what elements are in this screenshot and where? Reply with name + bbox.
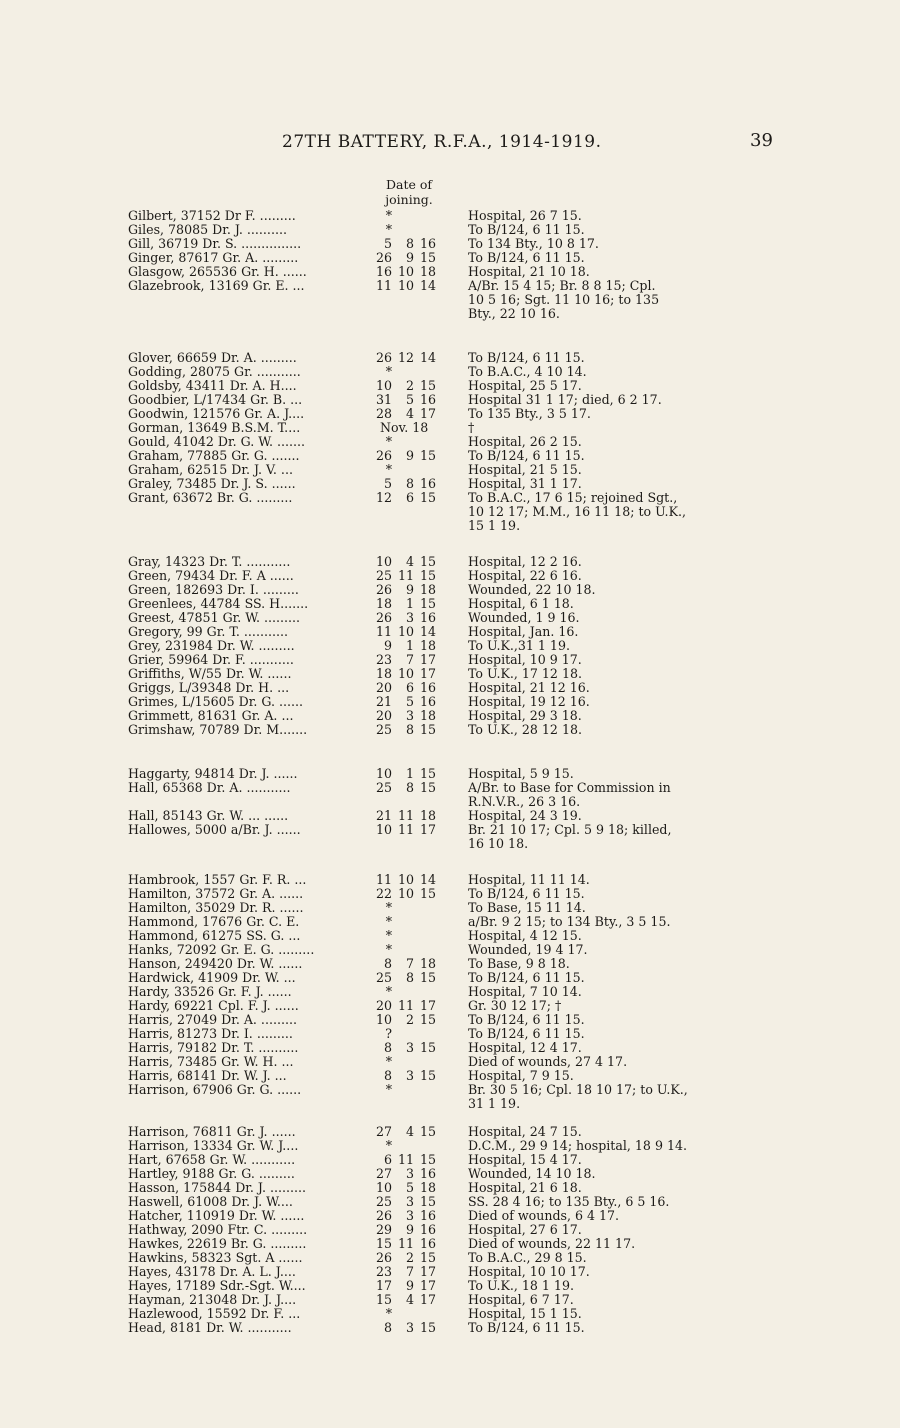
soldier-name: Haggarty, 94814 Dr. J. ......	[128, 767, 298, 781]
roll-entry	[128, 237, 788, 251]
roll-entry	[128, 1181, 788, 1195]
group-separator	[128, 737, 788, 767]
service-remark: Hospital, 11 11 14.	[468, 872, 590, 887]
soldier-name: Gray, 14323 Dr. T. ...........	[128, 555, 291, 569]
date-of-joining: *	[385, 1138, 392, 1153]
roll-entry	[128, 709, 788, 723]
soldier-name: Hambrook, 1557 Gr. F. R. ...	[128, 873, 307, 887]
service-remark: To U.K., 17 12 18.	[468, 666, 582, 681]
date-of-joining: 10 2 15	[375, 1012, 436, 1027]
date-of-joining: 25 8 15	[375, 970, 436, 985]
roll-entry	[128, 1167, 788, 1181]
group-separator	[128, 533, 788, 555]
service-remark: To B/124, 6 11 15.	[468, 1320, 585, 1335]
soldier-name: Greest, 47851 Gr. W. .........	[128, 611, 301, 625]
soldier-name: Grant, 63672 Br. G. .........	[128, 491, 293, 505]
date-of-joining: 10 11 17	[375, 822, 436, 837]
roll-entry	[128, 999, 788, 1013]
roll-entry	[128, 1013, 788, 1027]
roll-entry	[128, 1223, 788, 1237]
service-remark: To B/124, 6 11 15.	[468, 222, 585, 237]
roll-entry	[128, 279, 788, 321]
roll-entry	[128, 781, 788, 809]
service-remark: To U.K.,31 1 19.	[468, 638, 570, 653]
date-of-joining: 26 9 18	[375, 582, 436, 597]
date-of-joining: 8 7 18	[383, 956, 436, 971]
soldier-name: Harris, 73485 Gr. W. H. ...	[128, 1055, 294, 1069]
soldier-name: Giles, 78085 Dr. J. ..........	[128, 223, 287, 237]
date-of-joining: 5 8 16	[383, 476, 436, 491]
date-of-joining: 16 10 18	[375, 264, 436, 279]
soldier-name: Graham, 62515 Dr. J. V. ...	[128, 463, 293, 477]
date-of-joining: 10 5 18	[375, 1180, 436, 1195]
roll-entry	[128, 223, 788, 237]
service-remark: To B/124, 6 11 15.	[468, 350, 585, 365]
roll-entry	[128, 1069, 788, 1083]
group-separator	[128, 321, 788, 351]
group-separator	[128, 1111, 788, 1125]
date-of-joining: 18 1 15	[375, 596, 436, 611]
roll-entry	[128, 265, 788, 279]
soldier-name: Graley, 73485 Dr. J. S. ......	[128, 477, 296, 491]
soldier-name: Hallowes, 5000 a/Br. J. ......	[128, 823, 301, 837]
date-of-joining: 26 12 14	[375, 350, 436, 365]
date-of-joining: 25 8 15	[375, 780, 436, 795]
soldier-name: Grier, 59964 Dr. F. ...........	[128, 653, 294, 667]
soldier-name: Gregory, 99 Gr. T. ...........	[128, 625, 288, 639]
roll-entry	[128, 723, 788, 737]
soldier-name: Gould, 41042 Dr. G. W. .......	[128, 435, 306, 449]
date-of-joining: 26 3 16	[375, 610, 436, 625]
roll-entry	[128, 569, 788, 583]
roll-entry	[128, 1307, 788, 1321]
roll-entry	[128, 449, 788, 463]
date-of-joining: 29 9 16	[375, 1222, 436, 1237]
service-remark: Hospital, 15 4 17.	[468, 1152, 582, 1167]
date-of-joining: 20 3 18	[375, 708, 436, 723]
soldier-name: Green, 79434 Dr. F. A ......	[128, 569, 294, 583]
soldier-name: Glazebrook, 13169 Gr. E. ...	[128, 279, 305, 293]
soldier-name: Goldsby, 43411 Dr. A. H....	[128, 379, 297, 393]
roll-entry	[128, 1055, 788, 1069]
soldier-name: Hasson, 175844 Dr. J. .........	[128, 1181, 307, 1195]
soldier-name: Harris, 27049 Dr. A. .........	[128, 1013, 297, 1027]
roll-entry	[128, 873, 788, 887]
roll-entry	[128, 1153, 788, 1167]
date-of-joining: 21 5 16	[375, 694, 436, 709]
soldier-name: Hartley, 9188 Gr. G. .........	[128, 1167, 295, 1181]
soldier-name: Green, 182693 Dr. I. .........	[128, 583, 299, 597]
soldier-name: Grey, 231984 Dr. W. .........	[128, 639, 295, 653]
service-remark: Hospital, 31 1 17.	[468, 476, 582, 491]
service-remark: Gr. 30 12 17; †	[468, 998, 562, 1013]
service-remark: To U.K., 28 12 18.	[468, 722, 582, 737]
roll-entry	[128, 929, 788, 943]
date-of-joining: 10 1 15	[375, 766, 436, 781]
roll-entry	[128, 379, 788, 393]
roll-entry	[128, 351, 788, 365]
roll-entry	[128, 667, 788, 681]
soldier-name: Hamilton, 37572 Gr. A. ......	[128, 887, 304, 901]
service-remark: To B/124, 6 11 15.	[468, 1026, 585, 1041]
date-of-joining: 20 6 16	[375, 680, 436, 695]
roll-entry	[128, 1209, 788, 1223]
roll-entry	[128, 1083, 788, 1111]
date-of-joining: 11 10 14	[375, 872, 436, 887]
roll-entry	[128, 625, 788, 639]
date-of-joining: 5 8 16	[383, 236, 436, 251]
service-remark: Hospital, 29 3 18.	[468, 708, 582, 723]
roll-entry	[128, 1139, 788, 1153]
date-of-joining: 25 11 15	[375, 568, 436, 583]
date-of-joining: 12 6 15	[375, 490, 436, 505]
service-remark: Wounded, 1 9 16.	[468, 610, 580, 625]
soldier-name: Hart, 67658 Gr. W. ...........	[128, 1153, 296, 1167]
date-of-joining: 8 3 15	[383, 1068, 436, 1083]
soldier-name: Hayman, 213048 Dr. J. J....	[128, 1293, 297, 1307]
roll-entry	[128, 421, 788, 435]
soldier-name: Griggs, L/39348 Dr. H. ...	[128, 681, 290, 695]
date-of-joining: *	[385, 434, 392, 449]
service-remark: Hospital, 5 9 15.	[468, 766, 574, 781]
roll-entry	[128, 1293, 788, 1307]
roll-entry	[128, 971, 788, 985]
service-remark: Hospital, 21 12 16.	[468, 680, 590, 695]
roll-entry	[128, 1265, 788, 1279]
date-of-joining: 8 3 15	[383, 1320, 436, 1335]
service-remark: Hospital, 10 9 17.	[468, 652, 582, 667]
date-of-joining: *	[385, 984, 392, 999]
roll-entry	[128, 1251, 788, 1265]
service-remark: Hospital, 27 6 17.	[468, 1222, 582, 1237]
service-remark: To B/124, 6 11 15.	[468, 1012, 585, 1027]
soldier-name: Graham, 77885 Gr. G. .......	[128, 449, 300, 463]
service-remark: To B.A.C., 4 10 14.	[468, 364, 587, 379]
date-of-joining: 27 3 16	[375, 1166, 436, 1181]
group-separator	[128, 851, 788, 873]
service-remark: Hospital, 24 3 19.	[468, 808, 582, 823]
service-remark: To B.A.C., 29 8 15.	[468, 1250, 587, 1265]
service-remark: SS. 28 4 16; to 135 Bty., 6 5 16.	[468, 1194, 670, 1209]
service-remark: Died of wounds, 6 4 17.	[468, 1208, 620, 1223]
soldier-name: Hanson, 249420 Dr. W. ......	[128, 957, 303, 971]
roll-entry	[128, 365, 788, 379]
soldier-name: Head, 8181 Dr. W. ...........	[128, 1321, 292, 1335]
date-of-joining: *	[385, 1054, 392, 1069]
date-of-joining: *	[385, 942, 392, 957]
roll-entry	[128, 209, 788, 223]
date-of-joining: *	[385, 900, 392, 915]
date-of-joining: 18 10 17	[375, 666, 436, 681]
soldier-name: Greenlees, 44784 SS. H.......	[128, 597, 309, 611]
roll-entry	[128, 583, 788, 597]
date-of-joining: 26 2 15	[375, 1250, 436, 1265]
service-remark: Hospital 31 1 17; died, 6 2 17.	[468, 392, 662, 407]
soldier-name: Glasgow, 265536 Gr. H. ......	[128, 265, 307, 279]
roll-entry	[128, 555, 788, 569]
date-of-joining: *	[385, 222, 392, 237]
soldier-name: Goodwin, 121576 Gr. A. J....	[128, 407, 305, 421]
service-remark: Hospital, 15 1 15.	[468, 1306, 582, 1321]
soldier-name: Grimshaw, 70789 Dr. M.......	[128, 723, 308, 737]
roll-entry	[128, 1321, 788, 1335]
date-of-joining: 26 9 15	[375, 250, 436, 265]
date-of-joining: *	[385, 462, 392, 477]
date-of-joining: 25 3 15	[375, 1194, 436, 1209]
date-column-heading-line1: Date of	[385, 177, 433, 192]
service-remark: Hospital, 6 7 17.	[468, 1292, 574, 1307]
date-of-joining: *	[385, 1082, 392, 1097]
soldier-name: Hardy, 69221 Cpl. F. J. ......	[128, 999, 299, 1013]
date-of-joining: 21 11 18	[375, 808, 436, 823]
date-of-joining: 31 5 16	[375, 392, 436, 407]
page-number: 39	[750, 130, 773, 151]
service-remark: Hospital, 6 1 18.	[468, 596, 574, 611]
soldier-name: Hanks, 72092 Gr. E. G. .........	[128, 943, 315, 957]
service-remark: Hospital, 21 10 18.	[468, 264, 590, 279]
roll-entry	[128, 1027, 788, 1041]
date-of-joining: 23 7 17	[375, 1264, 436, 1279]
roll-entry	[128, 985, 788, 999]
soldier-name: Hayes, 43178 Dr. A. L. J....	[128, 1265, 296, 1279]
service-remark: Died of wounds, 27 4 17.	[468, 1054, 628, 1069]
soldier-name: Grimes, L/15605 Dr. G. ......	[128, 695, 304, 709]
roll-entry	[128, 597, 788, 611]
roll-entry	[128, 1237, 788, 1251]
soldier-name: Hayes, 17189 Sdr.-Sgt. W....	[128, 1279, 306, 1293]
date-of-joining: 8 3 15	[383, 1040, 436, 1055]
soldier-name: Harris, 81273 Dr. I. .........	[128, 1027, 293, 1041]
service-remark: Hospital, Jan. 16.	[468, 624, 579, 639]
roll-entry	[128, 823, 788, 851]
service-remark: A/Br. 15 4 15; Br. 8 8 15; Cpl. 10 5 16; Sgt. 11 10 16; to 135 Bty., 22 10 16.	[468, 278, 660, 321]
service-remark: To 135 Bty., 3 5 17.	[468, 406, 591, 421]
roll-entry	[128, 1125, 788, 1139]
service-remark: D.C.M., 29 9 14; hospital, 18 9 14.	[468, 1138, 687, 1153]
service-remark: Hospital, 10 10 17.	[468, 1264, 590, 1279]
service-remark: To U.K., 18 1 19.	[468, 1278, 574, 1293]
date-of-joining: *	[385, 928, 392, 943]
date-of-joining: 22 10 15	[375, 886, 436, 901]
soldier-name: Hardwick, 41909 Dr. W. ...	[128, 971, 296, 985]
service-remark: Wounded, 19 4 17.	[468, 942, 588, 957]
date-of-joining: 10 4 15	[375, 554, 436, 569]
soldier-name: Gilbert, 37152 Dr F. .........	[128, 209, 296, 223]
soldier-name: Harris, 79182 Dr. T. ..........	[128, 1041, 299, 1055]
roll-entry	[128, 251, 788, 265]
service-remark: Br. 21 10 17; Cpl. 5 9 18; killed, 16 10 18.	[468, 822, 672, 851]
roll-entry	[128, 1195, 788, 1209]
date-of-joining: 6 11 15	[383, 1152, 436, 1167]
soldier-name: Godding, 28075 Gr. ...........	[128, 365, 301, 379]
date-of-joining: 26 9 15	[375, 448, 436, 463]
date-of-joining: 25 8 15	[375, 722, 436, 737]
service-remark: To Base, 15 11 14.	[468, 900, 586, 915]
service-remark: Hospital, 7 10 14.	[468, 984, 582, 999]
soldier-name: Harris, 68141 Dr. W. J. ...	[128, 1069, 287, 1083]
roll-entry	[128, 901, 788, 915]
soldier-name: Ginger, 87617 Gr. A. .........	[128, 251, 299, 265]
date-of-joining: 23 7 17	[375, 652, 436, 667]
service-remark: To B/124, 6 11 15.	[468, 970, 585, 985]
date-of-joining: ?	[385, 1026, 392, 1041]
service-remark: A/Br. to Base for Commission in R.N.V.R., 26 3 16.	[468, 780, 671, 809]
service-remark: Hospital, 4 12 15.	[468, 928, 582, 943]
soldier-name: Gill, 36719 Dr. S. ...............	[128, 237, 302, 251]
soldier-name: Harrison, 67906 Gr. G. ......	[128, 1083, 302, 1097]
date-of-joining: *	[385, 1306, 392, 1321]
date-of-joining: 15 4 17	[375, 1292, 436, 1307]
service-remark: Hospital, 12 4 17.	[468, 1040, 582, 1055]
soldier-name: Hatcher, 110919 Dr. W. ......	[128, 1209, 305, 1223]
roll-entry	[128, 639, 788, 653]
roll-entry	[128, 767, 788, 781]
service-remark: Wounded, 14 10 18.	[468, 1166, 596, 1181]
roll-entry	[128, 463, 788, 477]
roll-entry	[128, 681, 788, 695]
service-remark: Hospital, 25 5 17.	[468, 378, 582, 393]
service-remark: Hospital, 7 9 15.	[468, 1068, 574, 1083]
soldier-name: Glover, 66659 Dr. A. .........	[128, 351, 297, 365]
date-of-joining: 20 11 17	[375, 998, 436, 1013]
service-remark: Died of wounds, 22 11 17.	[468, 1236, 636, 1251]
soldier-name: Griffiths, W/55 Dr. W. ......	[128, 667, 292, 681]
nominal-roll	[128, 209, 788, 1335]
date-of-joining: 28 4 17	[375, 406, 436, 421]
service-remark: Hospital, 21 6 18.	[468, 1180, 582, 1195]
soldier-name: Hawkins, 58323 Sgt. A ......	[128, 1251, 303, 1265]
soldier-name: Haswell, 61008 Dr. J. W....	[128, 1195, 293, 1209]
soldier-name: Hardy, 33526 Gr. F. J. ......	[128, 985, 292, 999]
date-of-joining: 15 11 16	[375, 1236, 436, 1251]
roll-entry	[128, 653, 788, 667]
service-remark: To B/124, 6 11 15.	[468, 250, 585, 265]
date-column-heading	[374, 177, 444, 207]
date-of-joining: 27 4 15	[375, 1124, 436, 1139]
soldier-name: Gorman, 13649 B.S.M. T....	[128, 421, 301, 435]
service-remark: a/Br. 9 2 15; to 134 Bty., 3 5 15.	[468, 914, 671, 929]
roll-entry	[128, 611, 788, 625]
date-of-joining: 9 1 18	[383, 638, 436, 653]
service-remark: Br. 30 5 16; Cpl. 18 10 17; to U.K., 31 1 19.	[468, 1082, 688, 1111]
soldier-name: Hall, 65368 Dr. A. ...........	[128, 781, 291, 795]
service-remark: To Base, 9 8 18.	[468, 956, 570, 971]
roll-entry	[128, 435, 788, 449]
roll-entry	[128, 477, 788, 491]
service-remark: Hospital, 22 6 16.	[468, 568, 582, 583]
soldier-name: Harrison, 13334 Gr. W. J....	[128, 1139, 299, 1153]
date-of-joining: Nov. 18	[380, 420, 429, 435]
running-title: 27TH BATTERY, R.F.A., 1914-1919.	[282, 132, 602, 152]
date-of-joining: *	[385, 208, 392, 223]
roll-entry	[128, 1041, 788, 1055]
roll-entry	[128, 915, 788, 929]
date-of-joining: 17 9 17	[375, 1278, 436, 1293]
service-remark: Wounded, 22 10 18.	[468, 582, 596, 597]
soldier-name: Hathway, 2090 Ftr. C. .........	[128, 1223, 308, 1237]
date-of-joining: *	[385, 914, 392, 929]
roll-entry	[128, 943, 788, 957]
soldier-name: Hall, 85143 Gr. W. ... ......	[128, 809, 289, 823]
soldier-name: Hawkes, 22619 Br. G. .........	[128, 1237, 307, 1251]
soldier-name: Goodbier, L/17434 Gr. B. ...	[128, 393, 303, 407]
roll-entry	[128, 1279, 788, 1293]
service-remark: To B/124, 6 11 15.	[468, 448, 585, 463]
soldier-name: Hammond, 61275 SS. G. ...	[128, 929, 301, 943]
service-remark: To B/124, 6 11 15.	[468, 886, 585, 901]
service-remark: Hospital, 26 2 15.	[468, 434, 582, 449]
service-remark: Hospital, 19 12 16.	[468, 694, 590, 709]
roll-entry	[128, 957, 788, 971]
roll-entry	[128, 887, 788, 901]
roll-entry	[128, 407, 788, 421]
roll-entry	[128, 809, 788, 823]
service-remark: To 134 Bty., 10 8 17.	[468, 236, 599, 251]
date-of-joining: *	[385, 364, 392, 379]
soldier-name: Hammond, 17676 Gr. C. E.	[128, 915, 300, 929]
date-of-joining: 10 2 15	[375, 378, 436, 393]
service-remark: †	[468, 420, 475, 435]
soldier-name: Harrison, 76811 Gr. J. ......	[128, 1125, 296, 1139]
soldier-name: Grimmett, 81631 Gr. A. ...	[128, 709, 294, 723]
service-remark: Hospital, 12 2 16.	[468, 554, 582, 569]
service-remark: Hospital, 26 7 15.	[468, 208, 582, 223]
service-remark: Hospital, 24 7 15.	[468, 1124, 582, 1139]
date-column-heading-line2: joining.	[385, 192, 433, 207]
roll-entry	[128, 393, 788, 407]
date-of-joining: 26 3 16	[375, 1208, 436, 1223]
roll-entry	[128, 695, 788, 709]
soldier-name: Hamilton, 35029 Dr. R. ......	[128, 901, 304, 915]
date-of-joining: 11 10 14	[375, 624, 436, 639]
roll-entry	[128, 491, 788, 533]
date-of-joining: 11 10 14	[375, 278, 436, 293]
service-remark: To B.A.C., 17 6 15; rejoined Sgt., 10 12 17; M.M., 16 11 18; to U.K., 15 1 19.	[468, 490, 686, 533]
soldier-name: Hazlewood, 15592 Dr. F. ...	[128, 1307, 301, 1321]
service-remark: Hospital, 21 5 15.	[468, 462, 582, 477]
